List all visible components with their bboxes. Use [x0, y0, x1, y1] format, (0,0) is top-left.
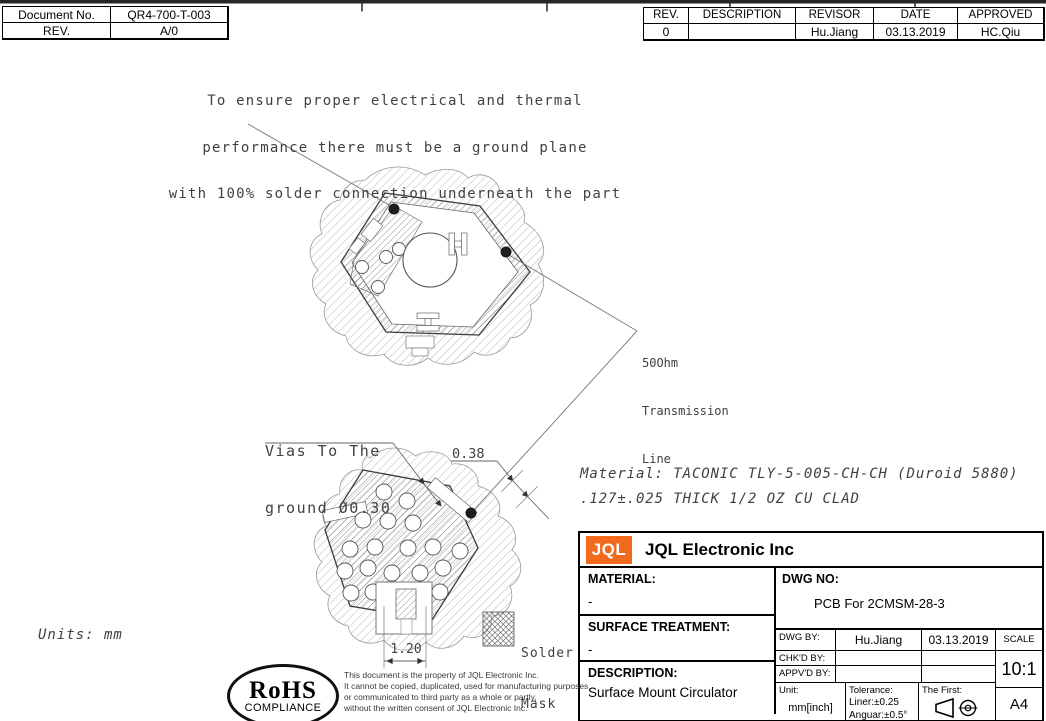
- approved-col-header: APPROVED: [958, 8, 1044, 24]
- title-block-header: [580, 533, 1042, 568]
- transmission-line-label-3: Line: [642, 452, 671, 466]
- legal-line4: without the written consent of JQL Electronic Inc.: [344, 703, 528, 713]
- rev-value: 0: [644, 24, 689, 40]
- document-info-table: [2, 6, 229, 40]
- legal-line2: It cannot be copied, duplicated, used for manufacturing purposes: [344, 681, 589, 691]
- rohs-subtitle: COMPLIANCE: [244, 701, 322, 714]
- description-value: Surface Mount Circulator: [588, 685, 738, 701]
- doc-rev-label: REV.: [3, 23, 111, 39]
- material-note-line2: .127±.025 THICK 1/2 OZ CU CLAD: [580, 491, 860, 507]
- approval-grid: [776, 630, 1042, 720]
- solder-mask-swatch: [483, 612, 514, 646]
- dwg-by-date: 03.13.2019: [921, 630, 995, 650]
- ground-plane-note-line3: with 100% solder connection underneath the part: [168, 186, 622, 202]
- unit-value: mm[inch]: [788, 702, 833, 714]
- title-block: [578, 531, 1044, 721]
- tolerance-label: Tolerance:: [849, 685, 893, 696]
- legal-line3: or communicated to third party as a whole or partly,: [344, 692, 537, 702]
- chkd-by-value: [835, 650, 921, 665]
- material-value: -: [588, 594, 593, 610]
- trace-width-dim-text: 0.38: [452, 446, 485, 462]
- appvd-by-label: APPV'D BY:: [776, 665, 835, 682]
- description-label: DESCRIPTION:: [588, 666, 678, 680]
- transmission-line-label-2: Transmission: [642, 404, 729, 418]
- dwg-no-section: [776, 568, 1042, 630]
- scale-label: SCALE: [995, 630, 1042, 650]
- chkd-by-label: CHK'D BY:: [776, 650, 835, 665]
- transmission-line-dot-top: [501, 247, 512, 258]
- doc-no-value: QR4-700-T-003: [111, 7, 228, 23]
- dwg-no-value: PCB For 2CMSM-28-3: [814, 596, 945, 611]
- description-section: [580, 662, 774, 714]
- unit-label: Unit:: [779, 685, 799, 696]
- vias-note: [265, 404, 391, 556]
- transmission-line-label-1: 50Ohm: [642, 356, 679, 370]
- bottom-center-pad-core: [396, 589, 416, 619]
- revisor-value: Hu.Jiang: [796, 24, 874, 40]
- ground-plane-note: [160, 63, 630, 234]
- approved-value: HC.Qiu: [958, 24, 1044, 40]
- doc-rev-value: A/0: [111, 23, 228, 39]
- projection-cell: [918, 682, 995, 720]
- description-value: [689, 24, 796, 40]
- dwg-no-label: DWG NO:: [782, 572, 839, 586]
- paper-size-value: A4: [995, 687, 1042, 720]
- legal-notice: [344, 670, 588, 714]
- dwg-by-name: Hu.Jiang: [835, 630, 921, 650]
- material-label: MATERIAL:: [588, 572, 656, 586]
- revisor-col-header: REVISOR: [796, 8, 874, 24]
- solder-mask-legend-line1: Solder: [521, 646, 574, 661]
- rohs-title: RoHS: [249, 676, 317, 704]
- surface-treatment-label: SURFACE TREATMENT:: [588, 620, 731, 634]
- ground-plane-note-line1: To ensure proper electrical and thermal: [207, 93, 583, 109]
- bottom-port-pad: [406, 336, 434, 348]
- pad-width-dim-text: 1.20: [390, 642, 422, 657]
- dwg-by-label: DWG BY:: [779, 632, 820, 643]
- chkd-by-date: [921, 650, 995, 665]
- date-value: 03.13.2019: [874, 24, 958, 40]
- surface-treatment-section: [580, 616, 774, 662]
- tolerance-cell: [845, 682, 918, 720]
- scale-value: 10:1: [995, 650, 1042, 687]
- description-col-header: DESCRIPTION: [689, 8, 796, 24]
- company-name: JQL Electronic Inc: [645, 539, 794, 559]
- rohs-logo: [227, 664, 339, 721]
- first-angle-label: The First:: [922, 685, 963, 696]
- bottom-center-pad-notch: [401, 619, 412, 634]
- doc-no-label: Document No.: [3, 7, 111, 23]
- company-logo: [586, 536, 632, 564]
- revision-table: [643, 7, 1045, 41]
- first-angle-projection-icon: [932, 697, 982, 719]
- material-note-line1: Material: TACONIC TLY-5-005-CH-CH (Duroid 5880): [580, 466, 1019, 482]
- vias-note-line1: Vias To The: [265, 442, 381, 460]
- appvd-by-value: [835, 665, 921, 682]
- appvd-by-date: [921, 665, 995, 682]
- ground-plane-note-line2: performance there must be a ground plane: [202, 139, 588, 156]
- date-col-header: DATE: [874, 8, 958, 24]
- units-note: Units: mm: [38, 627, 123, 643]
- tolerance-angular: Anguar:±0.5°: [849, 709, 908, 720]
- transmission-line-dot-bottom: [466, 508, 477, 519]
- material-section: [580, 568, 774, 616]
- solder-mask-legend-line2: Mask: [521, 697, 557, 712]
- legal-line1: This document is the property of JQL Electronic Inc.: [344, 670, 539, 680]
- company-logo-text: JQL: [591, 539, 627, 559]
- unit-cell: [776, 682, 845, 720]
- rev-col-header: REV.: [644, 8, 689, 24]
- vias-note-line2: ground Ø0.30: [265, 499, 392, 517]
- surface-treatment-value: -: [588, 642, 593, 658]
- bottom-port-pad-2: [412, 348, 428, 356]
- tolerance-liner: Liner:±0.25: [849, 697, 899, 708]
